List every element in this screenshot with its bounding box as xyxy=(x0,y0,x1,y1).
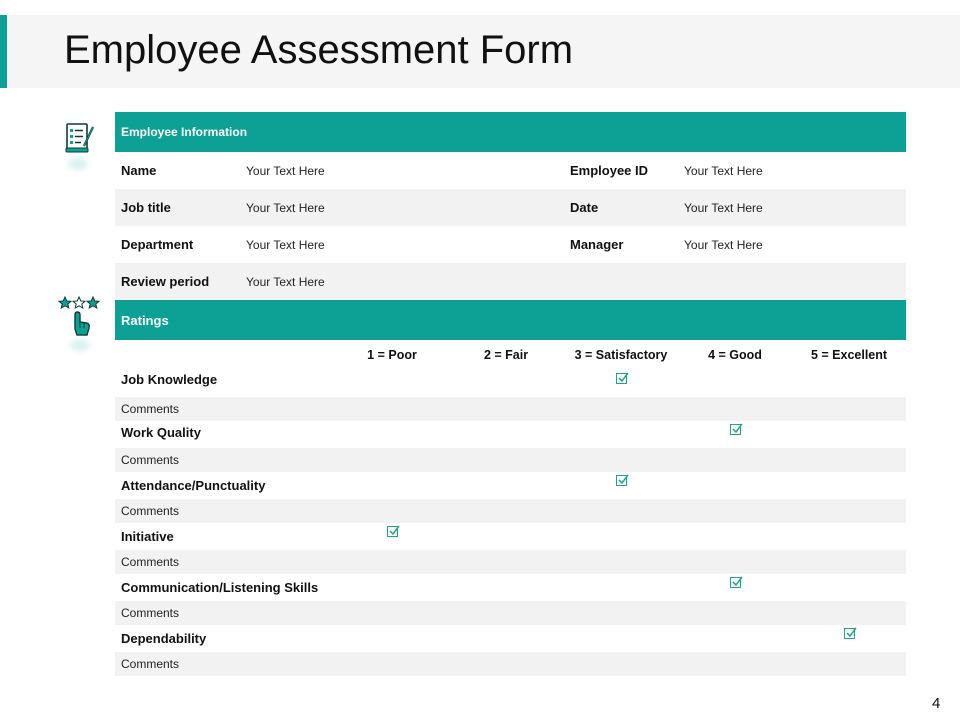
review-period-label: Review period xyxy=(121,274,210,289)
criterion-row xyxy=(115,472,906,499)
name-label: Name xyxy=(121,163,157,178)
page-number: 4 xyxy=(932,695,941,712)
ratings-header: Ratings xyxy=(115,300,906,340)
manager-label: Manager xyxy=(570,237,624,252)
comment-row[interactable]: Comments xyxy=(115,499,906,523)
rating-scale-row xyxy=(115,340,906,370)
scale-fair: 2 = Fair xyxy=(483,348,529,362)
title-accent-bar xyxy=(0,15,7,88)
scale-excellent: 5 = Excellent xyxy=(810,348,888,362)
comment-row[interactable]: Comments xyxy=(115,652,906,676)
department-value[interactable]: Your Text Here xyxy=(246,237,325,252)
document-checklist-icon xyxy=(62,120,96,174)
criterion-name: Dependability xyxy=(121,631,207,646)
comment-row[interactable]: Comments xyxy=(115,397,906,421)
info-row-name xyxy=(115,152,906,189)
page-title: Employee Assessment Form xyxy=(64,28,574,72)
scale-good: 4 = Good xyxy=(708,348,762,362)
comment-row[interactable]: Comments xyxy=(115,601,906,625)
rating-check-icon[interactable] xyxy=(616,475,627,486)
criterion-name: Initiative xyxy=(121,529,174,544)
department-label: Department xyxy=(121,237,194,252)
employee-information-header: Employee Information xyxy=(115,112,906,152)
scale-poor: 1 = Poor xyxy=(367,348,417,362)
comment-row[interactable]: Comments xyxy=(115,550,906,574)
criterion-name: Work Quality xyxy=(121,425,201,440)
job-title-value[interactable]: Your Text Here xyxy=(246,200,325,215)
criteria-list xyxy=(115,370,906,676)
rating-check-icon[interactable] xyxy=(387,526,398,537)
info-row-job-title xyxy=(115,189,906,226)
manager-value[interactable]: Your Text Here xyxy=(684,237,763,252)
assessment-form xyxy=(115,112,906,676)
criterion-row xyxy=(115,370,906,397)
employee-id-label: Employee ID xyxy=(570,163,649,178)
rating-check-icon[interactable] xyxy=(844,628,855,639)
criterion-row xyxy=(115,421,906,448)
date-value[interactable]: Your Text Here xyxy=(684,200,763,215)
comment-row[interactable]: Comments xyxy=(115,448,906,472)
scale-satisfactory: 3 = Satisfactory xyxy=(574,348,668,362)
review-period-value[interactable]: Your Text Here xyxy=(246,274,325,289)
criterion-name: Job Knowledge xyxy=(121,372,218,387)
name-value[interactable]: Your Text Here xyxy=(246,163,325,178)
job-title-label: Job title xyxy=(121,200,171,215)
stars-hand-icon xyxy=(58,295,100,355)
criterion-row xyxy=(115,574,906,601)
rating-check-icon[interactable] xyxy=(730,577,741,588)
rating-check-icon[interactable] xyxy=(616,373,627,384)
info-row-review-period xyxy=(115,263,906,300)
criterion-name: Communication/Listening Skills xyxy=(121,580,319,595)
criterion-row xyxy=(115,625,906,652)
rating-check-icon[interactable] xyxy=(730,424,741,435)
criterion-row xyxy=(115,523,906,550)
employee-id-value[interactable]: Your Text Here xyxy=(684,163,763,178)
info-row-department xyxy=(115,226,906,263)
criterion-name: Attendance/Punctuality xyxy=(121,478,266,493)
date-label: Date xyxy=(570,200,599,215)
